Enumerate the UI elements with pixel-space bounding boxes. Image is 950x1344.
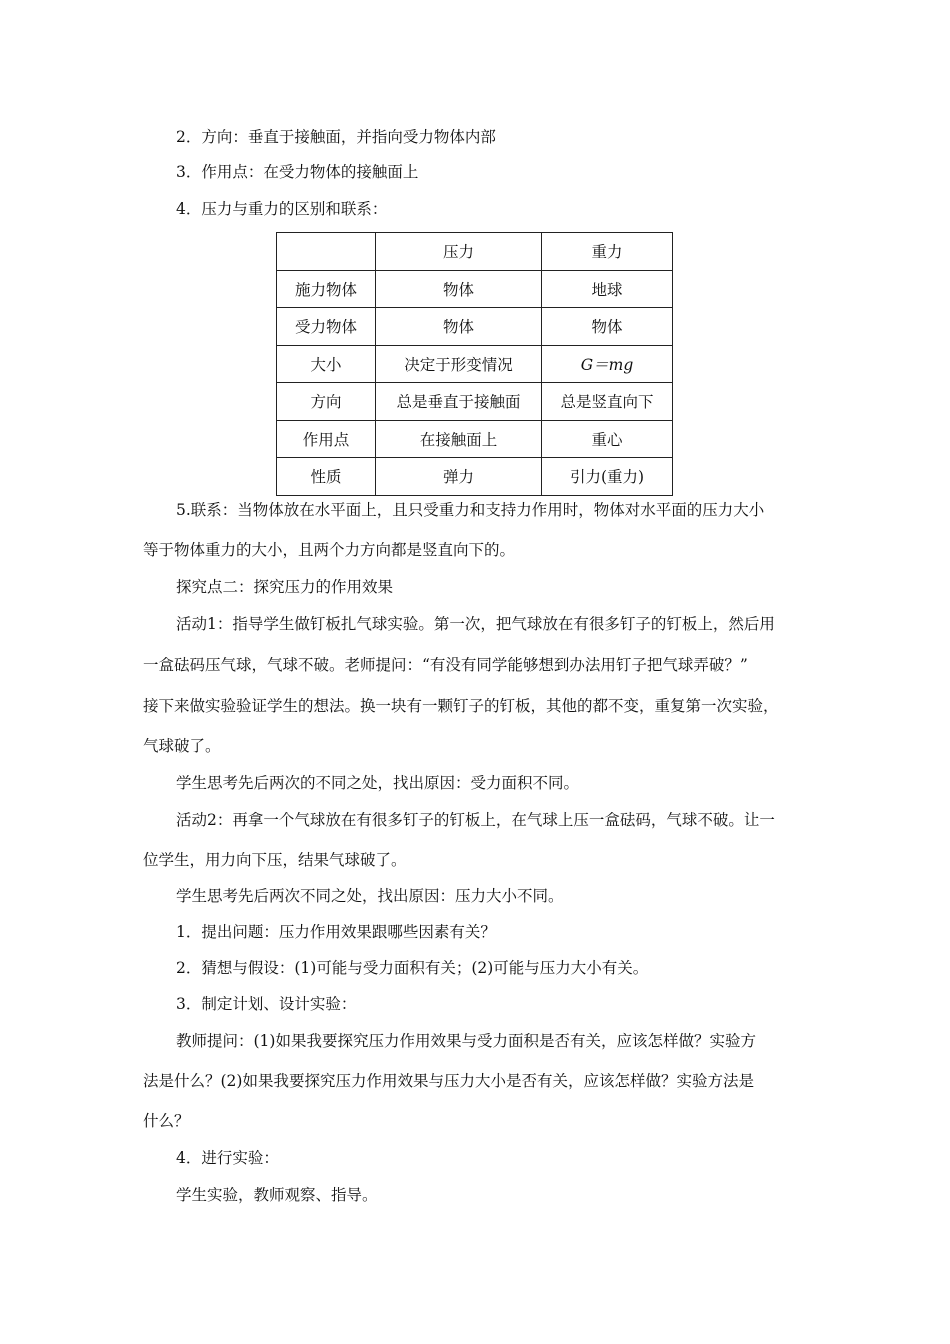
final-line: 学生实验，教师观察、指导。 — [176, 1186, 378, 1204]
para-relation-line1: 5.联系：当物体放在水平面上，且只受重力和支持力作用时，物体对水平面的压力大小 — [176, 501, 765, 519]
table-cell-formula: G＝mg — [542, 345, 673, 383]
activity1-line2: 一盒砝码压气球，气球不破。老师提问：“有没有同学能够想到办法用钉子把气球弄破？” — [143, 656, 748, 674]
table-cell: 施力物体 — [277, 270, 376, 308]
comparison-table — [276, 232, 673, 496]
table-row — [277, 270, 673, 308]
teacher-question-line1: 教师提问：(1)如果我要探究压力作用效果与受力面积是否有关，应该怎样做？实验方 — [176, 1032, 756, 1050]
table-cell: 引力(重力) — [542, 458, 673, 496]
table-cell: 总是竖直向下 — [542, 383, 673, 421]
table-cell: 方向 — [277, 383, 376, 421]
table-cell: 物体 — [376, 308, 542, 346]
activity1-line4: 气球破了。 — [143, 737, 221, 755]
table-header-cell: 压力 — [376, 233, 542, 271]
table-cell: 弹力 — [376, 458, 542, 496]
activity2-line2: 位学生，用力向下压，结果气球破了。 — [143, 851, 407, 869]
table-header-row — [277, 233, 673, 271]
step-experiment: 4．进行实验： — [176, 1149, 279, 1167]
explore-point-heading: 探究点二：探究压力的作用效果 — [176, 578, 394, 596]
table-cell: 重心 — [542, 420, 673, 458]
activity2-line1: 活动2：再拿一个气球放在有很多钉子的钉板上，在气球上压一盒砝码，气球不破。让一 — [176, 811, 775, 829]
teacher-question-line3: 什么？ — [143, 1112, 190, 1130]
student-think-1: 学生思考先后两次的不同之处，找出原因：受力面积不同。 — [176, 774, 580, 792]
activity1-line1: 活动1：指导学生做钉板扎气球实验。第一次，把气球放在有很多钉子的钉板上，然后用 — [176, 615, 775, 633]
teacher-question-line2: 法是什么？(2)如果我要探究压力作用效果与压力大小是否有关，应该怎样做？实验方法是 — [143, 1072, 754, 1090]
table-row — [277, 420, 673, 458]
table-cell: 地球 — [542, 270, 673, 308]
line-application-point: 3．作用点：在受力物体的接触面上 — [176, 163, 419, 181]
activity1-line3: 接下来做实验验证学生的想法。换一块有一颗钉子的钉板，其他的都不变，重复第一次实验， — [143, 697, 779, 715]
table-header-cell — [277, 233, 376, 271]
table-cell: 决定于形变情况 — [376, 345, 542, 383]
table-row — [277, 308, 673, 346]
table-cell: 总是垂直于接触面 — [376, 383, 542, 421]
table-row — [277, 458, 673, 496]
step-ask-question: 1．提出问题：压力作用效果跟哪些因素有关？ — [176, 923, 496, 941]
table-cell: 大小 — [277, 345, 376, 383]
table-header-cell: 重力 — [542, 233, 673, 271]
table-cell: 物体 — [542, 308, 673, 346]
line-difference-heading: 4．压力与重力的区别和联系： — [176, 200, 388, 218]
table-row — [277, 345, 673, 383]
table-cell: 物体 — [376, 270, 542, 308]
student-think-2: 学生思考先后两次不同之处，找出原因：压力大小不同。 — [176, 887, 564, 905]
table-cell: 在接触面上 — [376, 420, 542, 458]
line-direction: 2．方向：垂直于接触面，并指向受力物体内部 — [176, 128, 496, 146]
table-cell: 作用点 — [277, 420, 376, 458]
step-hypothesis: 2．猜想与假设：(1)可能与受力面积有关；(2)可能与压力大小有关。 — [176, 959, 649, 977]
table-cell: 受力物体 — [277, 308, 376, 346]
table-cell: 性质 — [277, 458, 376, 496]
table-row — [277, 383, 673, 421]
para-relation-line2: 等于物体重力的大小，且两个力方向都是竖直向下的。 — [143, 541, 516, 559]
step-plan: 3．制定计划、设计实验： — [176, 995, 357, 1013]
